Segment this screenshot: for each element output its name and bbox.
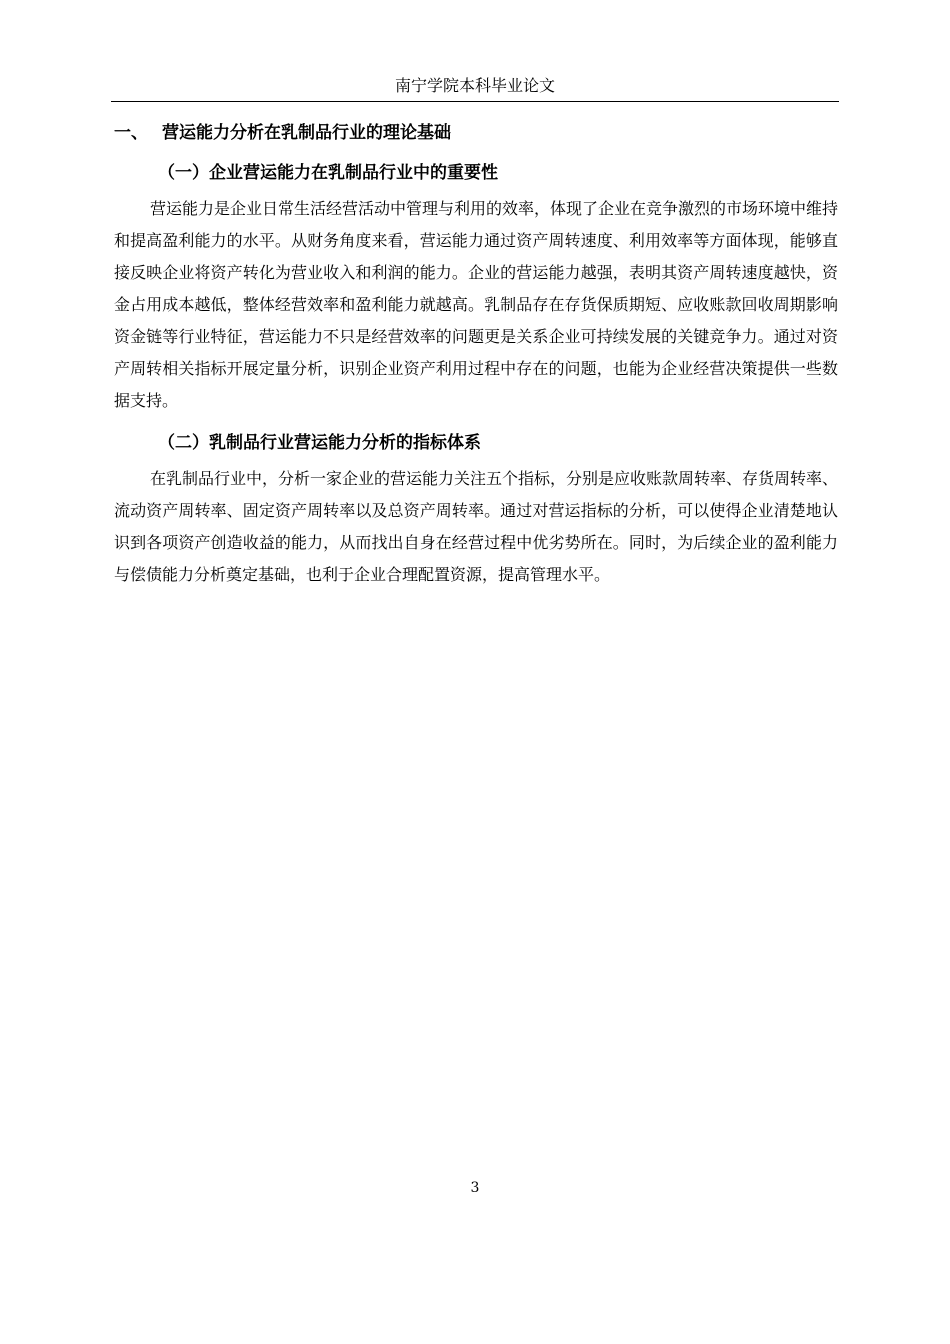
running-header: 南宁学院本科毕业论文 (394, 76, 555, 95)
subsection-heading-2: （二）乳制品行业营运能力分析的指标体系 (158, 433, 481, 453)
header-divider (111, 101, 839, 102)
section-heading (114, 113, 838, 153)
subsection-heading-1: （一）企业营运能力在乳制品行业中的重要性 (158, 163, 498, 183)
page-content (114, 113, 838, 591)
section-number: 一、 (114, 123, 148, 143)
page-number: 3 (470, 1180, 480, 1196)
paragraph-1: 营运能力是企业日常生活经营活动中管理与利用的效率，体现了企业在竞争激烈的市场环境中维持和提高盈利能力的水平。从财务角度来看，营运能力通过资产周转速度、利用效率等方面体现，能够直接反映企业将资产转化为营业收入和利润的能力。企业的营运能力越强，表明其资产周转速度越快，资金占用成本越低，整体经营效率和盈利能力就越高。乳制品存在存货保质期短、应收账款回收周期影响资金链等行业特征，营运能力不只是经营效率的问题更是关系企业可持续发展的关键竞争力。通过对资产周转相关指标开展定量分析，识别企业资产利用过程中存在的问题，也能为企业经营决策提供一些数据支持。 (114, 199, 839, 410)
section-title: 营运能力分析在乳制品行业的理论基础 (162, 123, 451, 143)
paragraph-2: 在乳制品行业中，分析一家企业的营运能力关注五个指标，分别是应收账款周转率、存货周转率、流动资产周转率、固定资产周转率以及总资产周转率。通过对营运指标的分析，可以使得企业清楚地认识到各项资产创造收益的能力，从而找出自身在经营过程中优劣势所在。同时，为后续企业的盈利能力与偿债能力分析奠定基础，也利于企业合理配置资源，提高管理水平。 (114, 469, 839, 584)
